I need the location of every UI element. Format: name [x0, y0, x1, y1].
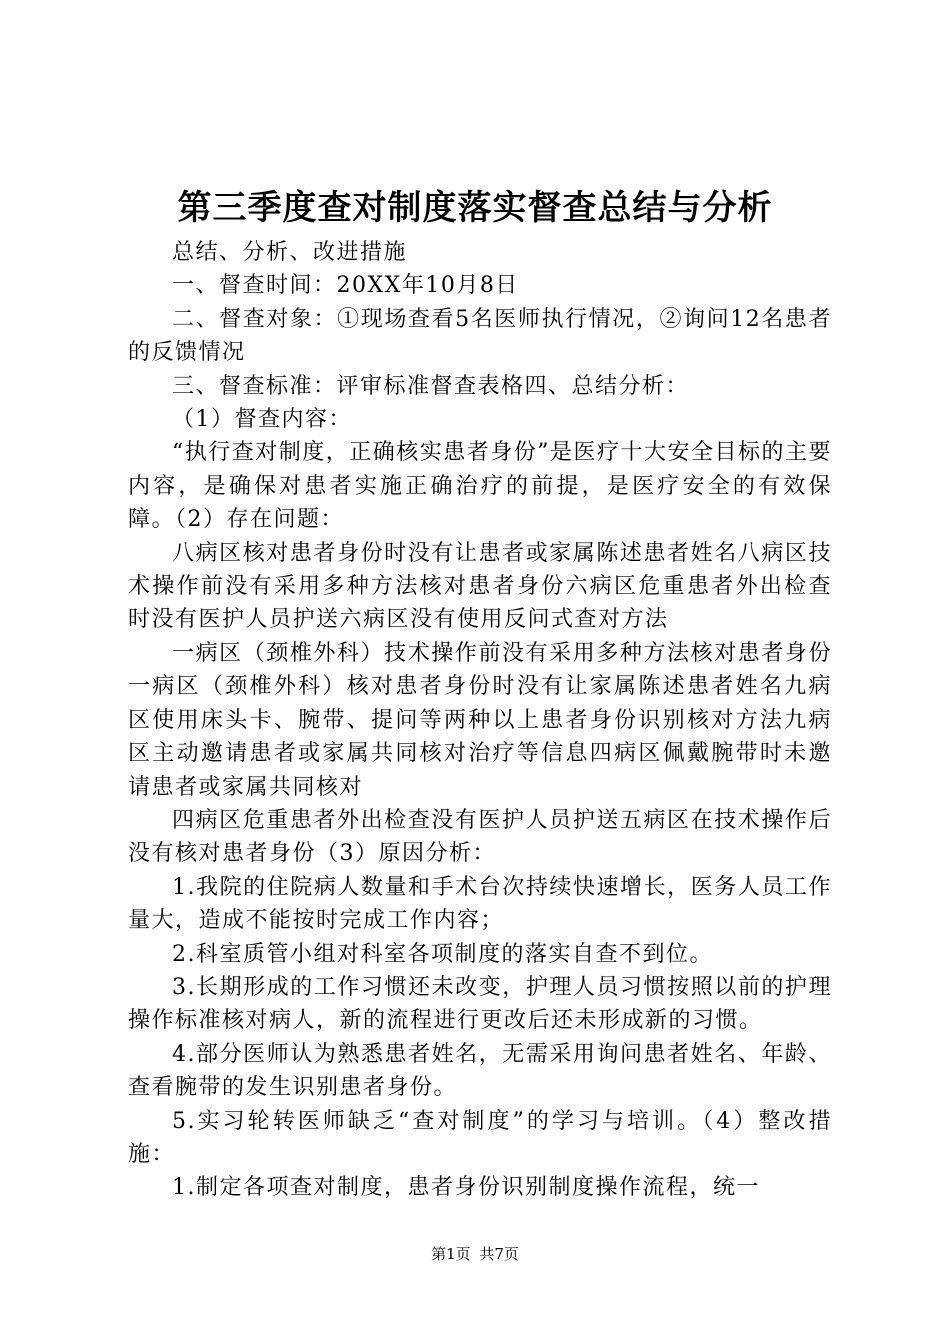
paragraph: 三、督查标准：评审标准督查表格四、总结分析： [172, 373, 690, 399]
paragraph: 2.科室质管小组对科室各项制度的落实自查不到位。 [172, 941, 713, 967]
paragraph: “执行查对制度，正确核实患者身份”是医疗十大安全目标的主要内容，是确保对患者实施正确治疗的前提，是医疗安全的有效保障。（2）存在问题： [128, 440, 832, 533]
paragraph: 1.我院的住院病人数量和手术台次持续快速增长，医务人员工作量大，造成不能按时完成工作内容； [128, 874, 832, 934]
page-total: 共7页 [479, 1245, 519, 1263]
page-number: 第1页 [431, 1245, 471, 1263]
paragraph: 四病区危重患者外出检查没有医护人员护送五病区在技术操作后没有核对患者身份（3）原因分析： [128, 807, 832, 867]
paragraph: 1.制定各项查对制度，患者身份识别制度操作流程，统一 [172, 1175, 760, 1201]
paragraph: 3.长期形成的工作习惯还未改变，护理人员习惯按照以前的护理操作标准核对病人，新的流程进行更改后还未形成新的习惯。 [128, 974, 832, 1034]
paragraph: 总结、分析、改进措施 [172, 240, 408, 265]
paragraph: （1）督查内容： [172, 407, 352, 433]
paragraph: 一、督查时间：20XX年10月8日 [172, 273, 519, 299]
paragraph: 4.部分医师认为熟悉患者姓名，无需采用询问患者姓名、年龄、查看腕带的发生识别患者身份。 [128, 1041, 832, 1101]
paragraph: 二、督查对象：①现场查看5名医师执行情况，②询问12名患者的反馈情况 [128, 306, 832, 366]
document-title: 第三季度查对制度落实督查总结与分析 [177, 188, 773, 228]
document-body [128, 236, 832, 1205]
paragraph: 八病区核对患者身份时没有让患者或家属陈述患者姓名八病区技术操作前没有采用多种方法核对患者身份六病区危重患者外出检查时没有医护人员护送六病区没有使用反问式查对方法 [128, 540, 832, 633]
paragraph: 5.实习轮转医师缺乏“查对制度”的学习与培训。（4）整改措施： [128, 1108, 832, 1167]
page-footer [0, 1244, 950, 1264]
paragraph: 一病区（颈椎外科）技术操作前没有采用多种方法核对患者身份一病区（颈椎外科）核对患者身份时没有让家属陈述患者姓名九病区使用床头卡、腕带、提问等两种以上患者身份识别核对方法九病区主动邀请患者或家属共同核对治疗等信息四病区佩戴腕带时未邀请患者或家属共同核对 [128, 640, 832, 800]
